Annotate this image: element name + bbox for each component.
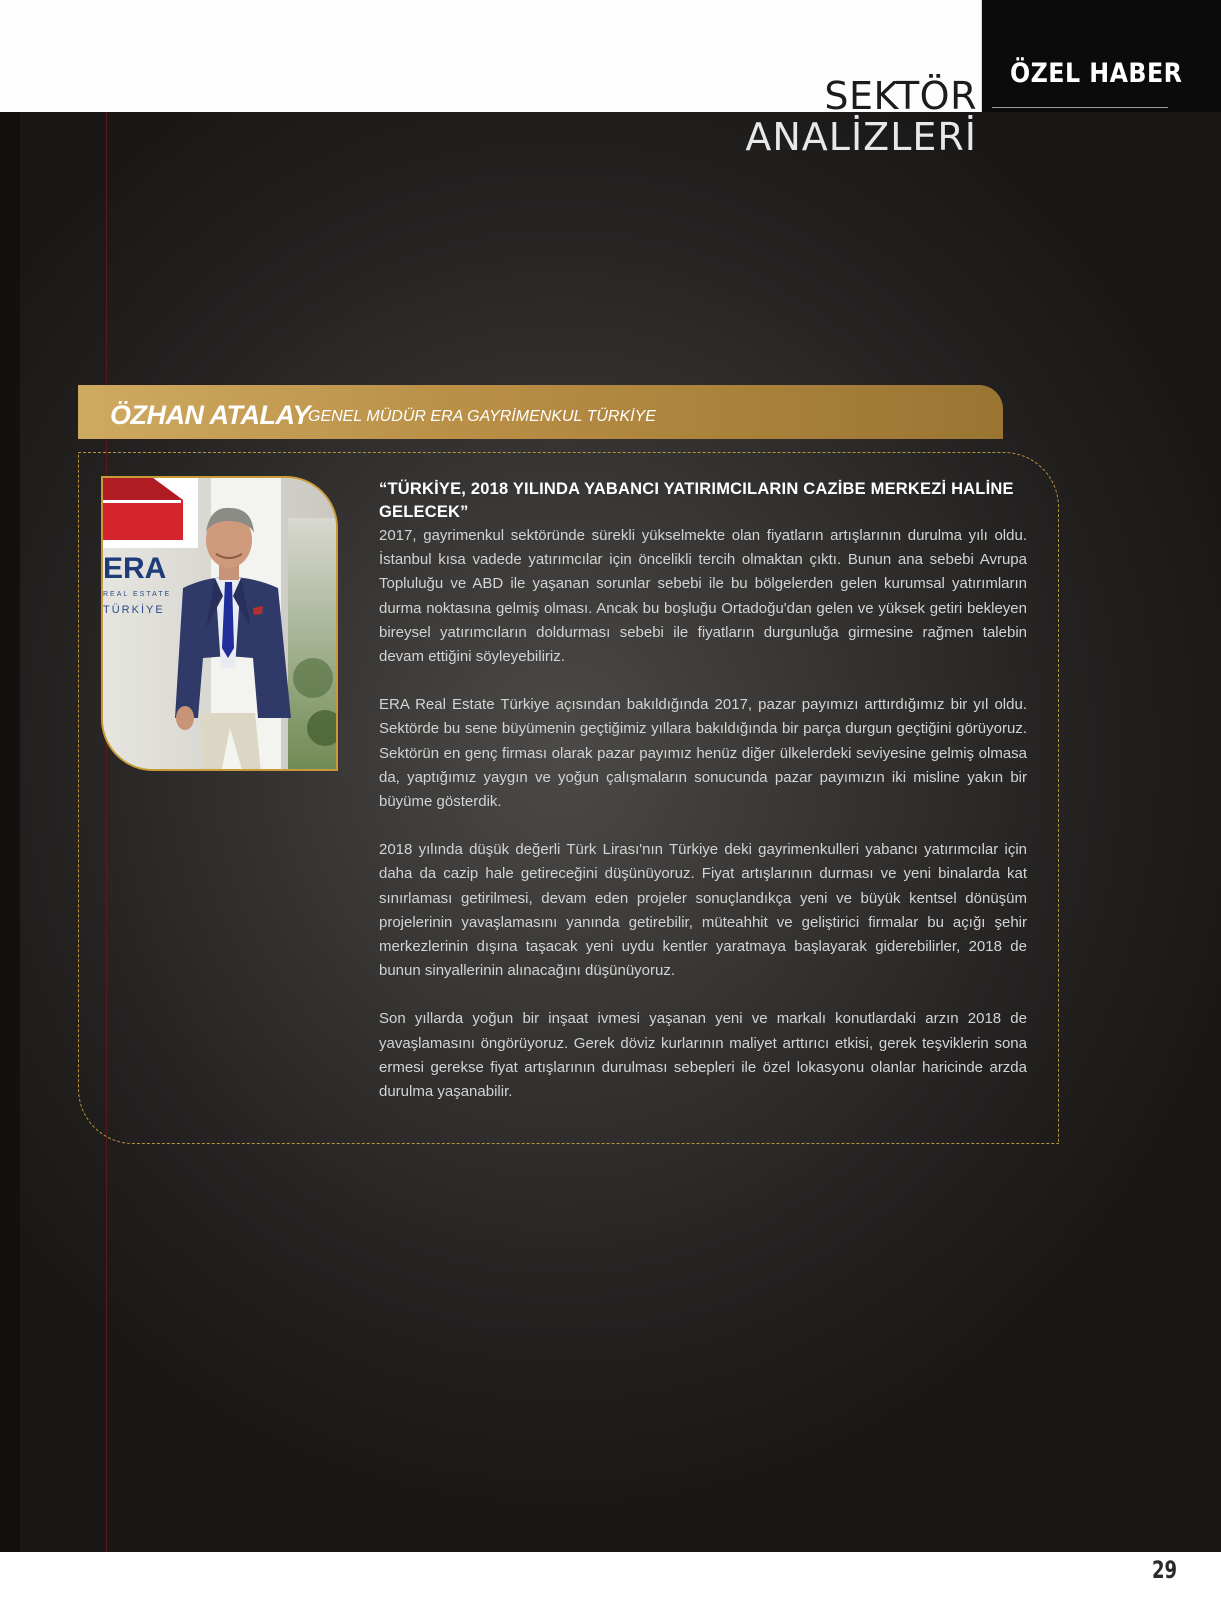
sign-sub2: TÜRKİYE (103, 604, 165, 616)
article-paragraph: Son yıllarda yoğun bir inşaat ivmesi yaşanan yeni ve markalı konutlardaki arzın 2018 de yavaşlamasını öngörüyoruz. Gerek döviz kurlarının maliyet arttırıcı etkisi, gerek teşviklerin sona ermesi gerekse fiyat artışlarının durulması sebepleri ile özel lokasyonu olanlar haricinde arzda durulma yaşanabilir. (379, 1010, 1027, 1101)
article-headline: “TÜRKİYE, 2018 YILINDA YABANCI YATIRIMCILARIN CAZİBE MERKEZİ HALİNE GELECEK” (379, 480, 1014, 521)
article-paragraph: 2017, gayrimenkul sektöründe sürekli yükselmekte olan fiyatların artışlarının durulma yılı oldu. İstanbul kısa vadede yatırımcılar için öncelikli tercih olmaktan çıktı. Bunun ana sebebi Avrupa Topluluğu ve ABD ile yaşanan sorunlar sebebi ile bu bölgelerden gelen kurumsal yatırımların durma noktasına gelmiş olması. Ancak bu boşluğu Ortadoğu'dan gelen ve yüksek getiri bekleyen bireysel yatırımcıların doldurması sebebi ile fiyatların durgunluğa girmesine rağmen talebin devam ettiğini söyleyebiliriz. (379, 527, 1027, 666)
article-paragraph: ERA Real Estate Türkiye açısından bakıldığında 2017, pazar payımızı arttırdığımız bir yıl oldu. Sektörde bu sene büyümenin geçtiğimiz yıllara bakıldığında bir parça durgun geçtiğini görüyoruz. Sektörün en genç firması olarak pazar payımız henüz diğer ülkelerdeki seviyesine gelmiş olmasa da, yaptığımız yaygın ve yoğun çalışmaların sonucunda pazar payımızın iki misline yakın bir büyüme gösterdik. (379, 696, 1027, 811)
person-name: ÖZHAN ATALAY (110, 400, 310, 430)
header-divider (992, 107, 1168, 108)
page-number: 29 (1152, 1556, 1178, 1584)
portrait-photo (101, 476, 338, 771)
section-label: ÖZEL HABER (1010, 58, 1183, 89)
article-body (379, 478, 1027, 1128)
page-title-line1: SEKTÖR (824, 74, 977, 118)
article-paragraph: 2018 yılında düşük değerli Türk Lirası'nın Türkiye deki gayrimenkulleri yabancı yatırımcılar için daha da cazip hale getireceğini düşünüyoruz. Fiyat artışlarının durması ve yeni binalarda kat sınırlaması getirilmesi, devam eden projeler sonuçlandıkça yeni ve büyük kentsel dönüşüm projelerinin yavaşlamasını yanında getirebilir, müteahhit ve geliştirici firmalar bu açığı şehir merkezlerinin dışına taşacak yeni uydu kentler yaratmaya başlayarak giderebilirler, 2018 de bunun sinyallerinin alınacağını düşünüyoruz. (379, 841, 1027, 980)
page-title-line2: ANALİZLERİ (745, 115, 977, 159)
page-gutter (0, 112, 20, 1552)
section-header-block (982, 0, 1221, 112)
person-title: GENEL MÜDÜR ERA GAYRİMENKUL TÜRKİYE (308, 408, 656, 425)
sign-sub1: REAL ESTATE (103, 591, 172, 598)
portrait-illustration (103, 478, 338, 771)
sign-logo: ERA (103, 552, 167, 585)
